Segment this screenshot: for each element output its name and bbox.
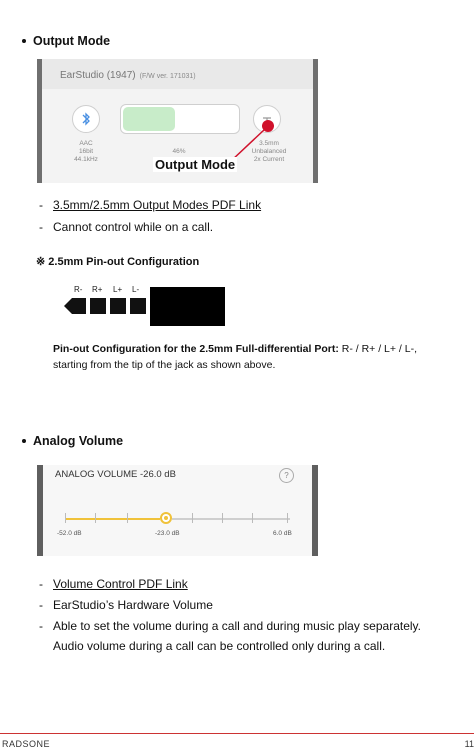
list-item-text: EarStudio’s Hardware Volume xyxy=(53,598,213,612)
section-heading-output-mode xyxy=(22,34,110,48)
slider-track-inactive xyxy=(172,518,290,520)
list-item-text: Able to set the volume during a call and during music play separately. xyxy=(53,619,421,633)
section-title: Analog Volume xyxy=(33,434,124,448)
pin-ring-l-plus xyxy=(110,298,126,314)
pin-label-r-plus: R+ xyxy=(92,285,103,294)
samplerate-label: 44.1kHz xyxy=(74,156,98,163)
output-current-label: 2x Current xyxy=(253,156,285,163)
list-item xyxy=(39,598,213,612)
bullet-icon xyxy=(22,39,26,43)
list-item xyxy=(39,220,213,234)
dash-icon: - xyxy=(39,598,43,612)
bitdepth-label: 16bit xyxy=(78,148,94,155)
pinout-caption xyxy=(53,343,453,355)
output-type-label: Unbalanced xyxy=(251,148,287,155)
codec-label: AAC xyxy=(79,140,93,147)
jack-tip-icon xyxy=(64,298,86,314)
slider-tick xyxy=(127,513,128,523)
slider-track-active xyxy=(65,518,160,520)
dash-icon: - xyxy=(39,198,43,212)
dash-icon: - xyxy=(39,220,43,234)
list-item xyxy=(39,198,261,212)
pin-label-r-minus: R- xyxy=(74,285,83,294)
phone-frame-left xyxy=(37,465,43,556)
device-name: EarStudio (1947) xyxy=(60,70,136,81)
dash-icon: - xyxy=(39,619,43,633)
firmware-version: (F/W ver. 171031) xyxy=(139,73,196,80)
output-mode-callout: Output Mode xyxy=(155,157,236,172)
analog-volume-screenshot xyxy=(37,465,318,556)
output-jack-label: 3.5mm xyxy=(259,140,279,147)
volume-control-pdf-link[interactable]: Volume Control PDF Link xyxy=(53,577,188,591)
slider-tick xyxy=(192,513,193,523)
list-item xyxy=(39,619,421,633)
pinout-caption-line2: starting from the tip of the jack as shown above. xyxy=(53,359,276,371)
slider-tick xyxy=(95,513,96,523)
pinout-heading: ※ 2.5mm Pin-out Configuration xyxy=(36,256,200,268)
scale-min-label: -52.0 dB xyxy=(57,530,82,537)
analog-volume-header: ANALOG VOLUME -26.0 dB xyxy=(55,469,176,480)
list-item-text: Cannot control while on a call. xyxy=(53,220,214,234)
jack-plug-body xyxy=(150,287,225,326)
battery-percent: 46% xyxy=(172,148,186,155)
page-number: 11 xyxy=(464,739,474,749)
slider-tick xyxy=(287,513,288,523)
footer-rule xyxy=(0,733,474,734)
bullet-icon xyxy=(22,439,26,443)
scale-mid-label: -23.0 dB xyxy=(155,530,180,537)
pin-ring-r-plus xyxy=(90,298,106,314)
slider-knob-center xyxy=(164,516,168,520)
output-modes-pdf-link[interactable]: 3.5mm/2.5mm Output Modes PDF Link xyxy=(53,198,262,212)
volume-note: Audio volume during a call can be controlled only during a call. xyxy=(53,639,386,653)
slider-tick xyxy=(222,513,223,523)
section-heading-analog-volume xyxy=(22,434,123,448)
phone-frame-right xyxy=(312,465,318,556)
list-item xyxy=(39,577,188,591)
scale-max-label: 6.0 dB xyxy=(273,530,292,537)
pinout-caption-rest: R- / R+ / L+ / L-, xyxy=(338,343,418,355)
section-title: Output Mode xyxy=(33,34,111,48)
dash-icon: - xyxy=(39,577,43,591)
slider-tick xyxy=(252,513,253,523)
output-mode-screenshot xyxy=(37,59,318,183)
footer-brand: RADSONE xyxy=(2,739,51,749)
pin-sleeve-l-minus xyxy=(130,298,146,314)
pin-label-l-plus: L+ xyxy=(113,285,123,294)
slider-tick xyxy=(65,513,66,523)
pin-label-l-minus: L- xyxy=(132,285,140,294)
pinout-caption-bold: Pin-out Configuration for the 2.5mm Full-differential Port: xyxy=(53,343,339,355)
help-icon[interactable]: ? xyxy=(279,468,294,483)
